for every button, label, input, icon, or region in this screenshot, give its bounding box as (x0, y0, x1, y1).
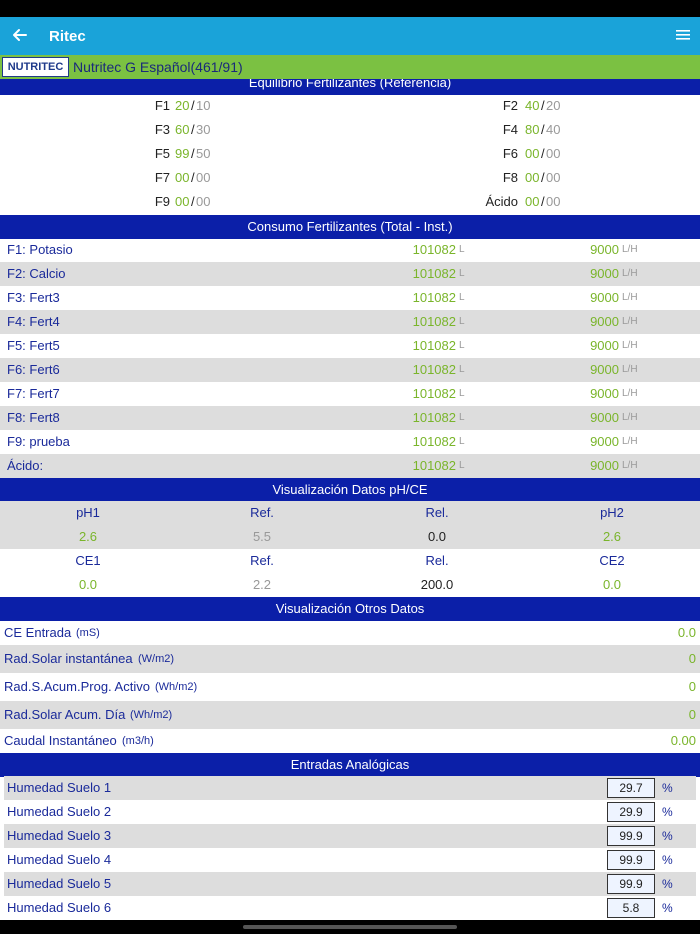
home-indicator-bar (0, 920, 700, 934)
fert-reference: 00 (546, 146, 561, 161)
total-unit: L (459, 412, 465, 423)
total-consumption: 101082 (412, 314, 456, 329)
analog-value-field[interactable]: 99.9 (607, 826, 655, 846)
fert-label: F6 (502, 146, 518, 161)
instant-unit: L/H (622, 460, 638, 471)
analog-unit: % (662, 829, 673, 843)
data-value: 0 (688, 651, 696, 666)
instant-consumption: 9000 (590, 242, 619, 257)
analog-unit: % (662, 901, 673, 915)
fert-label: F8 (502, 170, 518, 185)
fert-reference: 40 (546, 122, 561, 137)
fert-reference: 00 (546, 170, 561, 185)
fert-label: F4 (502, 122, 518, 137)
consumo-row[interactable] (0, 334, 700, 358)
fert-reference: 00 (196, 194, 211, 209)
consumo-header: Consumo Fertilizantes (Total - Inst.) (0, 215, 700, 239)
analog-unit: % (662, 781, 673, 795)
instant-consumption: 9000 (590, 410, 619, 425)
total-consumption: 101082 (412, 458, 456, 473)
instant-unit: L/H (622, 340, 638, 351)
fert-value: 00 (175, 194, 190, 209)
app-title: Ritec (49, 28, 86, 45)
fert-value: 99 (175, 146, 190, 161)
data-value: 0 (688, 679, 696, 694)
analog-unit: % (662, 853, 673, 867)
fertilizer-name: F4: Fert4 (7, 314, 60, 329)
fert-value: 40 (525, 98, 540, 113)
ph-value-row (0, 525, 700, 549)
data-value: 0.00 (670, 733, 696, 748)
analog-unit: % (662, 877, 673, 891)
consumo-row[interactable] (0, 310, 700, 334)
fert-reference: 20 (546, 98, 561, 113)
instant-unit: L/H (622, 292, 638, 303)
analog-label: Humedad Suelo 1 (7, 780, 112, 795)
ph-value-row-cell: 2.6 (602, 529, 622, 544)
fert-separator: / (191, 170, 195, 185)
total-unit: L (459, 316, 465, 327)
total-consumption: 101082 (412, 434, 456, 449)
data-value: 0.0 (677, 625, 696, 640)
device-name: Nutritec G Español(461/91) (73, 59, 243, 75)
analog-row (4, 824, 696, 848)
data-label: Caudal Instantáneo (4, 733, 117, 748)
total-consumption: 101082 (412, 266, 456, 281)
fert-value: 60 (175, 122, 190, 137)
ph-header-row-cell: Rel. (425, 505, 449, 520)
instant-unit: L/H (622, 388, 638, 399)
ph-header-row-cell: pH2 (600, 505, 624, 520)
ph-value-row-cell: 0.0 (427, 529, 447, 544)
ce-value-row-cell: 2.2 (252, 577, 272, 592)
fertilizer-name: F3: Fert3 (7, 290, 60, 305)
instant-consumption: 9000 (590, 338, 619, 353)
equilibrio-row (0, 142, 700, 166)
total-unit: L (459, 340, 465, 351)
fert-value: 20 (175, 98, 190, 113)
fert-label: F7 (154, 170, 170, 185)
fert-value: 80 (525, 122, 540, 137)
consumo-row[interactable] (0, 286, 700, 310)
analog-row (4, 896, 696, 920)
analog-row (4, 848, 696, 872)
fert-reference: 30 (196, 122, 211, 137)
fert-separator: / (191, 122, 195, 137)
instant-consumption: 9000 (590, 434, 619, 449)
equilibrio-row (0, 190, 700, 214)
instant-consumption: 9000 (590, 458, 619, 473)
analog-label: Humedad Suelo 4 (7, 852, 112, 867)
fert-label: F9 (154, 194, 170, 209)
status-bar (0, 0, 700, 17)
fertilizer-name: F5: Fert5 (7, 338, 60, 353)
fertilizer-name: Ácido: (7, 458, 44, 473)
fertilizer-name: F7: Fert7 (7, 386, 60, 401)
fert-separator: / (191, 146, 195, 161)
otros-row (0, 673, 700, 701)
ce-header-row (0, 549, 700, 573)
consumo-row[interactable] (0, 262, 700, 286)
instant-unit: L/H (622, 316, 638, 327)
fertilizer-name: F9: prueba (7, 434, 70, 449)
consumo-row[interactable] (0, 430, 700, 454)
fert-reference: 00 (546, 194, 561, 209)
consumo-row[interactable] (0, 406, 700, 430)
instant-unit: L/H (622, 436, 638, 447)
total-unit: L (459, 364, 465, 375)
fert-separator: / (191, 98, 195, 113)
ce-header-row-cell: CE1 (75, 553, 101, 568)
home-indicator[interactable] (243, 925, 457, 929)
analog-header: Entradas Analógicas (0, 753, 700, 777)
total-unit: L (459, 388, 465, 399)
analog-value-field[interactable]: 5.8 (607, 898, 655, 918)
fert-value: 00 (525, 146, 540, 161)
fert-label: F1 (154, 98, 170, 113)
analog-value-field[interactable]: 99.9 (607, 874, 655, 894)
instant-consumption: 9000 (590, 266, 619, 281)
consumo-row[interactable] (0, 238, 700, 262)
total-consumption: 101082 (412, 242, 456, 257)
instant-unit: L/H (622, 244, 638, 255)
total-consumption: 101082 (412, 290, 456, 305)
total-consumption: 101082 (412, 338, 456, 353)
main-content[interactable] (0, 79, 700, 920)
fertilizer-name: F6: Fert6 (7, 362, 60, 377)
instant-unit: L/H (622, 268, 638, 279)
instant-consumption: 9000 (590, 314, 619, 329)
analog-label: Humedad Suelo 2 (7, 804, 112, 819)
analog-unit: % (662, 805, 673, 819)
data-unit: (Wh/m2) (130, 709, 173, 721)
analog-label: Humedad Suelo 3 (7, 828, 112, 843)
fert-value: 00 (175, 170, 190, 185)
otros-row (0, 645, 700, 673)
ph-header-row-cell: Ref. (250, 505, 274, 520)
ph-value-row-cell: 2.6 (78, 529, 98, 544)
fert-reference: 00 (196, 170, 211, 185)
ce-value-row-cell: 200.0 (420, 577, 454, 592)
equilibrio-header: Equilibrio Fertilizantes (Referencia) (0, 79, 700, 95)
analog-row (4, 776, 696, 800)
analog-value-field[interactable]: 99.9 (607, 850, 655, 870)
instant-consumption: 9000 (590, 290, 619, 305)
fert-label: F5 (154, 146, 170, 161)
fertilizer-name: F1: Potasio (7, 242, 73, 257)
fert-separator: / (541, 170, 545, 185)
fert-label: F3 (154, 122, 170, 137)
data-label: Rad.Solar Acum. Día (4, 707, 126, 722)
data-label: CE Entrada (4, 625, 72, 640)
fertilizer-name: F8: Fert8 (7, 410, 60, 425)
total-unit: L (459, 460, 465, 471)
analog-value-field[interactable]: 29.9 (607, 802, 655, 822)
ph-value-row-cell: 5.5 (252, 529, 272, 544)
data-unit: (W/m2) (138, 653, 175, 665)
instant-unit: L/H (622, 364, 638, 375)
app-bar (0, 17, 700, 55)
back-arrow-icon[interactable] (10, 25, 30, 45)
total-consumption: 101082 (412, 362, 456, 377)
total-unit: L (459, 292, 465, 303)
total-consumption: 101082 (412, 410, 456, 425)
analog-label: Humedad Suelo 5 (7, 876, 112, 891)
ce-value-row-cell: 0.0 (602, 577, 622, 592)
ph-header-row (0, 501, 700, 525)
total-unit: L (459, 244, 465, 255)
analog-row (4, 872, 696, 896)
equilibrio-row (0, 94, 700, 118)
data-label: Rad.S.Acum.Prog. Activo (4, 679, 150, 694)
menu-icon[interactable] (676, 28, 690, 42)
analog-row (4, 800, 696, 824)
total-unit: L (459, 268, 465, 279)
fert-separator: / (541, 146, 545, 161)
data-value: 0 (688, 707, 696, 722)
fert-value: 00 (525, 194, 540, 209)
phce-header: Visualización Datos pH/CE (0, 478, 700, 502)
consumo-row[interactable] (0, 382, 700, 406)
device-bar[interactable] (0, 55, 700, 79)
fert-label: F2 (502, 98, 518, 113)
data-label: Rad.Solar instantánea (4, 651, 133, 666)
total-consumption: 101082 (412, 386, 456, 401)
fertilizer-name: F2: Calcio (7, 266, 66, 281)
ce-header-row-cell: CE2 (599, 553, 625, 568)
analog-value-field[interactable]: 29.7 (607, 778, 655, 798)
nutritec-logo: NUTRITEC (2, 57, 69, 77)
instant-consumption: 9000 (590, 386, 619, 401)
fert-separator: / (191, 194, 195, 209)
instant-consumption: 9000 (590, 362, 619, 377)
fert-separator: / (541, 122, 545, 137)
otros-header: Visualización Otros Datos (0, 597, 700, 621)
ph-header-row-cell: pH1 (76, 505, 100, 520)
fert-separator: / (541, 194, 545, 209)
ce-value-row (0, 573, 700, 597)
consumo-row[interactable] (0, 358, 700, 382)
total-unit: L (459, 436, 465, 447)
fert-value: 00 (525, 170, 540, 185)
fert-reference: 10 (196, 98, 211, 113)
instant-unit: L/H (622, 412, 638, 423)
fert-label: Ácido (485, 194, 518, 209)
equilibrio-row (0, 118, 700, 142)
data-unit: (m3/h) (122, 735, 154, 747)
analog-label: Humedad Suelo 6 (7, 900, 112, 915)
data-unit: (mS) (76, 627, 100, 639)
otros-row (0, 621, 700, 645)
consumo-row[interactable] (0, 454, 700, 478)
otros-row (0, 729, 700, 753)
ce-value-row-cell: 0.0 (78, 577, 98, 592)
ce-header-row-cell: Ref. (250, 553, 274, 568)
equilibrio-row (0, 166, 700, 190)
fert-reference: 50 (196, 146, 211, 161)
ce-header-row-cell: Rel. (425, 553, 449, 568)
data-unit: (Wh/m2) (155, 681, 198, 693)
otros-row (0, 701, 700, 729)
fert-separator: / (541, 98, 545, 113)
